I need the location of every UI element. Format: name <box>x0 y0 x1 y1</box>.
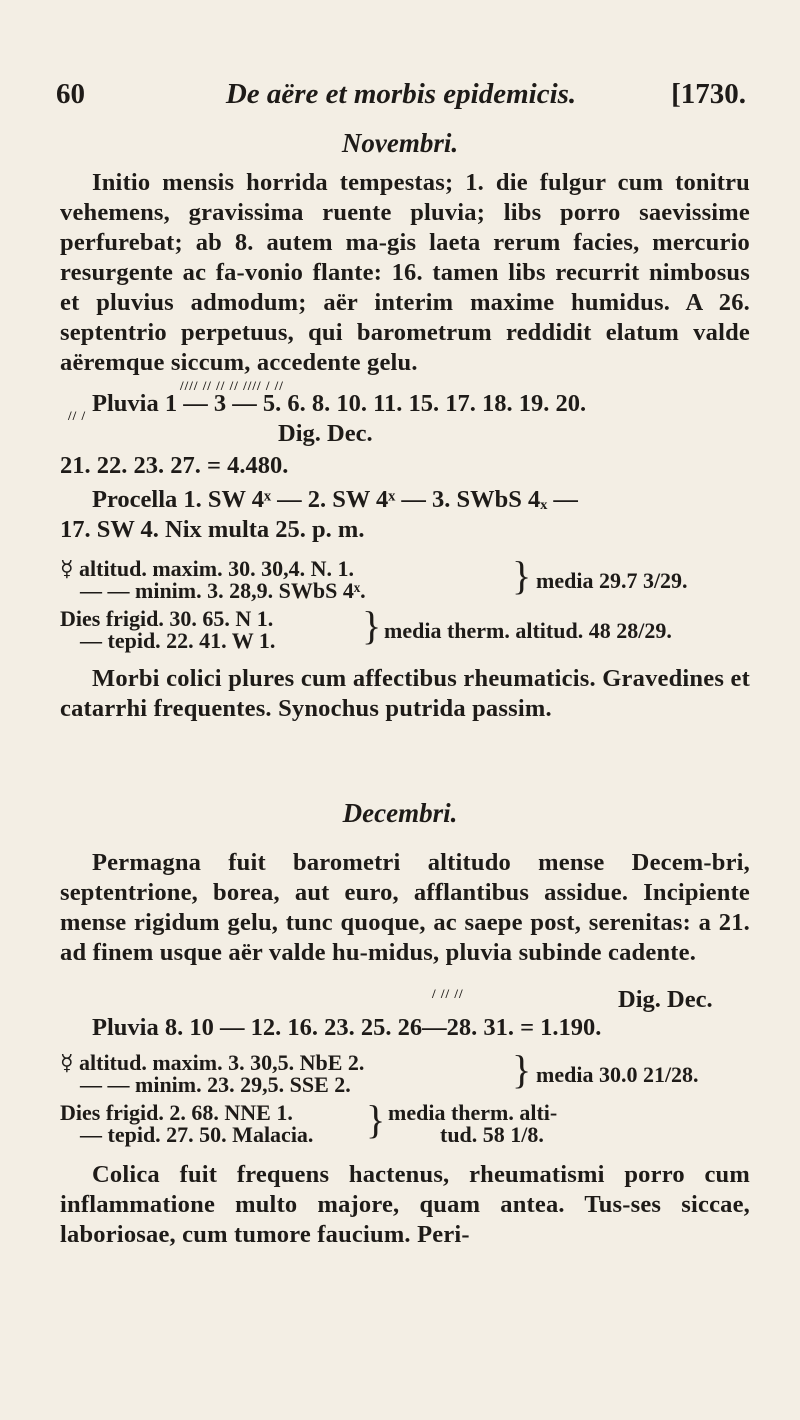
barometer-min-dec: — — minim. 23. 29,5. SSE 2. <box>80 1072 351 1097</box>
procella-line-1: Procella 1. SW 4ˣ — 2. SW 4ˣ — 3. SWbS 4ₓ — <box>92 486 578 513</box>
dies-frigid: Dies frigid. 30. 65. N 1. <box>60 606 274 631</box>
morbi-paragraph: Morbi colici plures cum affectibus rheumaticis. Gravedines et catarrhi frequentes. Synochus putrida passim. <box>60 665 750 722</box>
pluvia-line-dec: Pluvia 8. 10 — 12. 16. 23. 25. 26—28. 31. = 1.190. <box>92 1014 602 1041</box>
page-number: 60 <box>56 78 85 110</box>
section-heading-november: Novembri. <box>341 128 459 158</box>
barometer-max-dec: ☿ altitud. maxim. 3. 30,5. NbE 2. <box>60 1050 365 1075</box>
brace: } <box>366 1097 386 1142</box>
running-header <box>56 78 746 118</box>
brace: } <box>362 603 382 648</box>
dies-frigid-dec: Dies frigid. 2. 68. NNE 1. <box>60 1100 293 1125</box>
year-marker: [1730. <box>671 78 746 110</box>
dies-tepid: — tepid. 22. 41. W 1. <box>80 628 276 653</box>
colica-paragraph: Colica fuit frequens hactenus, rheumatismi porro cum inflammatione multo majore, quam antea. Tus-ses siccae, laboriosae, cum tumore faucium. Peri- <box>60 1161 750 1248</box>
procella-line-2: 17. SW 4. Nix multa 25. p. m. <box>60 516 365 543</box>
december-paragraph: Permagna fuit barometri altitudo mense Decem-bri, septentrione, borea, aut euro, afflantibus assidue. Incipiente mense rigidum gelu, tunc quoque, ac saepe post, serenitas: a 21. ad finem usque aër valde hu-midus, pluvia subinde cadente. <box>60 849 750 966</box>
pluvia-line-2: 21. 22. 23. 27. = 4.480. <box>60 452 289 479</box>
dies-tepid-dec: — tepid. 27. 50. Malacia. <box>80 1122 314 1147</box>
dig-dec-label: Dig. Dec. <box>278 420 373 447</box>
barometer-min: — — minim. 3. 28,9. SWbS 4ˣ. <box>80 578 366 603</box>
brace: } <box>512 553 532 598</box>
running-title: De aëre et morbis epidemicis. <box>225 78 577 110</box>
pluvia-marks-2: // / <box>68 408 87 423</box>
therm-media: media therm. altitud. 48 28/29. <box>384 618 672 643</box>
brace: } <box>512 1047 532 1092</box>
pluvia-line-1: Pluvia 1 — 3 — 5. 6. 8. 10. 11. 15. 17. 18. 19. 20. <box>92 390 587 417</box>
november-paragraph: Initio mensis horrida tempestas; 1. die fulgur cum tonitru vehemens, gravissima ruente pluvia; libs porro saevissime perfurebat; ab 8. autem ma-gis laeta rerum facies, mercurio resurgente ac fa-vonio flante: 16. tamen libs recurrit nimbosus et pluvius admodum; aër interim maxime humidus. A 26. septentrio perpetuus, qui barometrum reddidit elatum valde aëremque siccum, accedente gelu. <box>60 169 750 376</box>
therm-media-dec-1: media therm. alti- <box>388 1100 558 1125</box>
therm-media-dec-2: tud. 58 1/8. <box>440 1122 544 1147</box>
dig-dec-label-dec: Dig. Dec. <box>618 986 713 1013</box>
barometer-max: ☿ altitud. maxim. 30. 30,4. N. 1. <box>60 556 355 581</box>
pluvia-marks-dec: / // // <box>432 986 464 1001</box>
barometer-media: media 29.7 3/29. <box>536 568 688 593</box>
section-heading-december: Decembri. <box>342 798 458 828</box>
pluvia-marks-1: //// // // // //// / // <box>180 378 284 393</box>
barometer-media-dec: media 30.0 21/28. <box>536 1062 699 1087</box>
